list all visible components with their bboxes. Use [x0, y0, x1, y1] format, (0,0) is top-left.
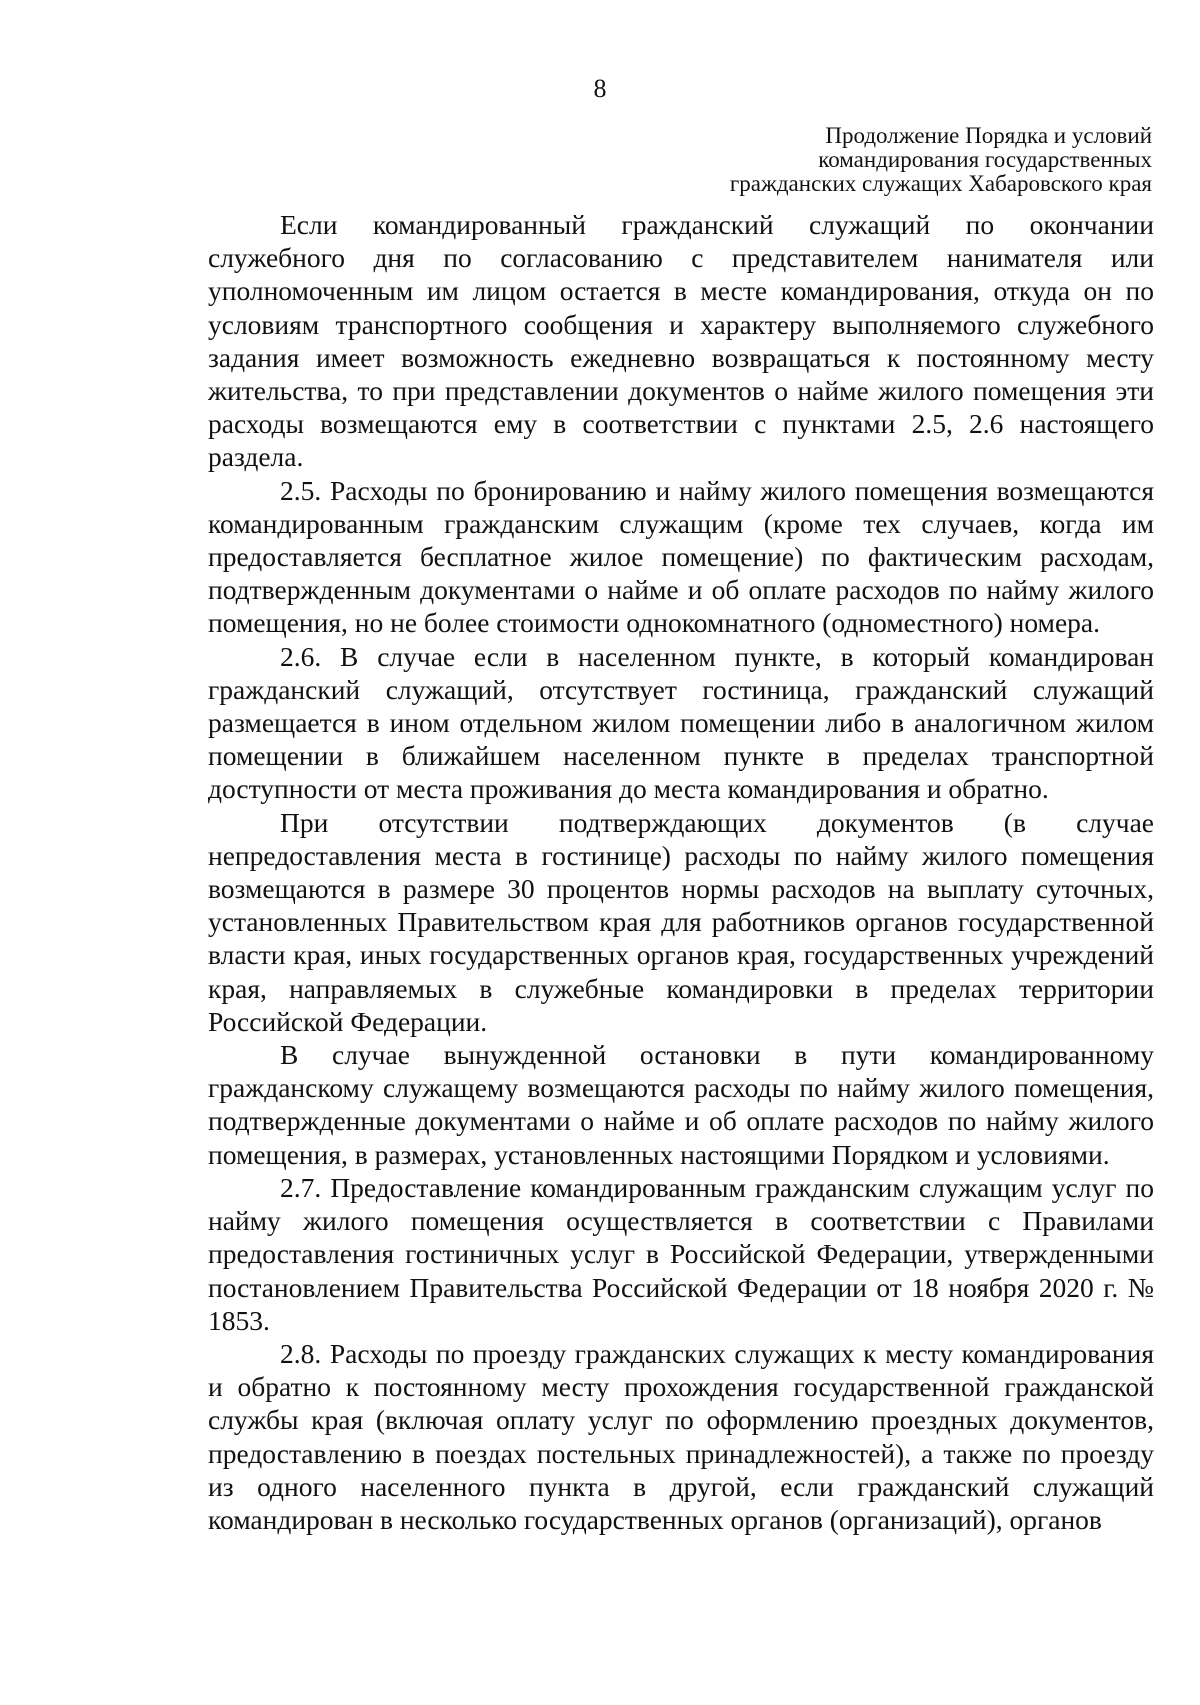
- paragraph-intro: Если командированный гражданский служащий по окончании служебного дня по согласованию с представителем нанимателя или уполномоченным им лицом остается в месте командирования, откуда он по условиям транспортного сообщения и характеру выполняемого служебного задания имеет возможность ежедневно возвращаться к постоянному месту жительства, то при представлении документов о найме жилого помещения эти расходы возмещаются ему в соответствии с пунктами 2.5, 2.6 настоящего раздела.: [208, 209, 1154, 473]
- paragraph-no-documents: При отсутствии подтверждающих документов (в случае непредоставления места в гостинице) расходы по найму жилого помещения возмещаются в размере 30 процентов нормы расходов на выплату суточных, установленных Правительством края для работников органов государственной власти края, иных государственных органов края, государственных учреждений края, направляемых в служебные командировки в пределах территории Российской Федерации.: [208, 806, 1154, 1037]
- header-line-1: Продолжение Порядка и условий: [825, 123, 1152, 148]
- header-line-3: гражданских служащих Хабаровского края: [729, 171, 1152, 196]
- paragraph-forced-stop: В случае вынужденной остановки в пути командированному гражданскому служащему возмещаются расходы по найму жилого помещения, подтвержденные документами о найме и об оплате расходов по найму жилого помещения, в размерах, установленных настоящими Порядком и условиями.: [208, 1039, 1154, 1170]
- paragraph-2-8: 2.8. Расходы по проезду гражданских служащих к месту командирования и обратно к постоянному месту прохождения государственной гражданской службы края (включая оплату услуг по оформлению проездных документов, предоставлению в поездах постельных принадлежностей), а также по проезду из одного населенного пункта в другой, если гражданский служащий командирован в несколько государственных органов (организаций), органов: [208, 1337, 1154, 1535]
- document-body: [208, 208, 1154, 1536]
- page-number: 8: [593, 74, 607, 103]
- paragraph-2-7: 2.7. Предоставление командированным гражданским служащим услуг по найму жилого помещения осуществляется в соответствии с Правилами предоставления гостиничных услуг в Российской Федерации, утвержденными постановлением Правительства Российской Федерации от 18 ноября 2020 г. № 1853.: [208, 1171, 1154, 1336]
- paragraph-2-6: 2.6. В случае если в населенном пункте, в который командирован гражданский служащий, отсутствует гостиница, гражданский служащий размещается в ином отдельном жилом помещении либо в аналогичном жилом помещении в ближайшем населенном пункте в пределах транспортной доступности от места проживания до места командирования и обратно.: [208, 640, 1154, 805]
- running-header: [632, 124, 1152, 196]
- paragraph-2-5: 2.5. Расходы по бронированию и найму жилого помещения возмещаются командированным гражданским служащим (кроме тех случаев, когда им предоставляется бесплатное жилое помещение) по фактическим расходам, подтвержденным документами о найме и об оплате расходов по найму жилого помещения, но не более стоимости однокомнатного (одноместного) номера.: [208, 474, 1154, 639]
- header-line-2: командирования государственных: [818, 147, 1152, 172]
